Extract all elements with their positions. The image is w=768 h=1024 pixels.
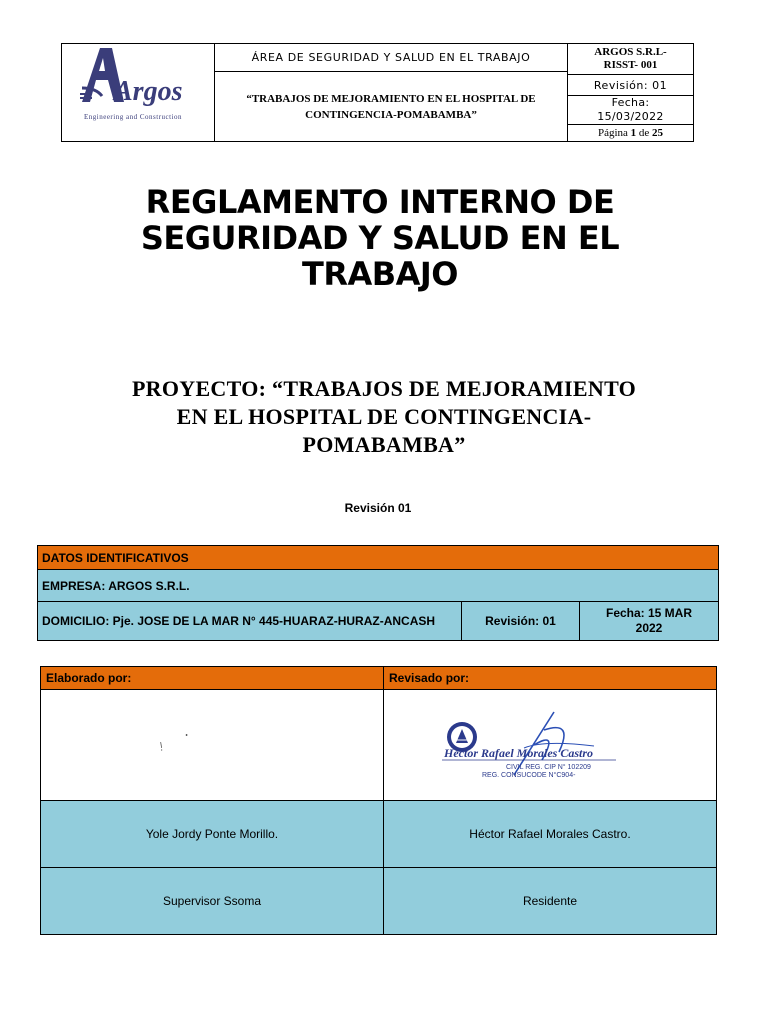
- elaborado-signature-cell: [41, 690, 384, 800]
- project-title: [80, 375, 688, 459]
- roles-row: [41, 868, 716, 934]
- area-text: ÁREA DE SEGURIDAD Y SALUD EN EL TRABAJO: [251, 51, 531, 64]
- header-revision-text: Revisión: 01: [593, 78, 668, 92]
- stamp-line1: CIVIL REG. CIP N° 102209: [506, 763, 591, 771]
- revision-label: Revisión 01: [344, 501, 412, 515]
- meta-cells: [568, 44, 693, 141]
- main-title: [60, 184, 700, 292]
- elaborado-label: Elaborado por:: [41, 667, 384, 689]
- stamp-line2: REG. CONSUCODE N°C904-: [482, 771, 576, 779]
- page-total: 25: [652, 126, 664, 139]
- header-project-line1: “TRABAJOS DE MEJORAMIENTO EN EL HOSPITAL DE: [246, 92, 536, 105]
- elaborado-role: Supervisor Ssoma: [41, 868, 384, 934]
- revisado-signature-cell: [384, 690, 716, 800]
- revisado-name: Héctor Rafael Morales Castro.: [469, 827, 631, 841]
- logo-cell: [62, 44, 215, 141]
- datos-fecha: [580, 602, 718, 640]
- document-header: [61, 43, 694, 142]
- datos-identificativos-table: [37, 545, 719, 641]
- revisado-label: Revisado por:: [389, 671, 470, 685]
- page-number: [568, 125, 693, 140]
- approval-table: [40, 666, 717, 935]
- project-cell: [215, 72, 568, 141]
- argos-logo: [62, 44, 214, 141]
- document-code: [568, 44, 693, 75]
- revisado-stamp: [384, 690, 716, 801]
- names-row: [41, 801, 716, 868]
- empresa-row: [38, 570, 718, 602]
- signature-row: [41, 690, 716, 801]
- page-current: 1: [630, 126, 637, 139]
- approval-header-row: [41, 667, 716, 690]
- logo-wordmark: Argos: [114, 76, 183, 107]
- revisado-role: Residente: [522, 894, 578, 908]
- elaborado-signature-marks: [41, 690, 383, 801]
- datos-heading-row: [38, 546, 718, 570]
- datos-fecha-line1: Fecha: 15 MAR: [605, 606, 693, 620]
- main-title-line1: REGLAMENTO INTERNO DE: [145, 183, 615, 221]
- area-cell: [215, 44, 568, 72]
- main-title-line3: TRABAJO: [302, 255, 458, 293]
- header-date: [568, 96, 693, 125]
- header-date-label: Fecha:: [611, 96, 650, 109]
- main-title-line2: SEGURIDAD Y SALUD EN EL: [140, 219, 620, 257]
- code-line2: RISST- 001: [603, 59, 658, 71]
- datos-heading: DATOS IDENTIFICATIVOS: [42, 550, 189, 565]
- page-of: de: [638, 126, 650, 139]
- logo-tagline: Engineering and Construction: [84, 113, 182, 121]
- page-prefix: Página: [597, 126, 628, 139]
- domicilio-text: DOMICILIO: Pje. JOSE DE LA MAR N° 445-HUARAZ-HURAZ-ANCASH: [38, 602, 462, 640]
- project-title-line3: POMABAMBA”: [302, 432, 466, 457]
- header-project-line2: CONTINGENCIA-POMABAMBA”: [305, 108, 477, 121]
- header-date-value: 15/03/2022: [597, 110, 664, 123]
- datos-revision: Revisión: 01: [462, 602, 580, 640]
- project-title-line1: PROYECTO: “TRABAJOS DE MEJORAMIENTO: [131, 376, 637, 401]
- elaborado-name: Yole Jordy Ponte Morillo.: [41, 801, 384, 867]
- domicilio-row: [38, 602, 718, 640]
- code-line1: ARGOS S.R.L-: [594, 46, 667, 58]
- header-revision: [568, 75, 693, 96]
- empresa-text: EMPRESA: ARGOS S.R.L.: [42, 578, 190, 593]
- stamp-name: Héctor Rafael Morales Castro: [444, 745, 593, 760]
- datos-fecha-line2: 2022: [635, 621, 663, 635]
- project-title-line2: EN EL HOSPITAL DE CONTINGENCIA-: [176, 404, 592, 429]
